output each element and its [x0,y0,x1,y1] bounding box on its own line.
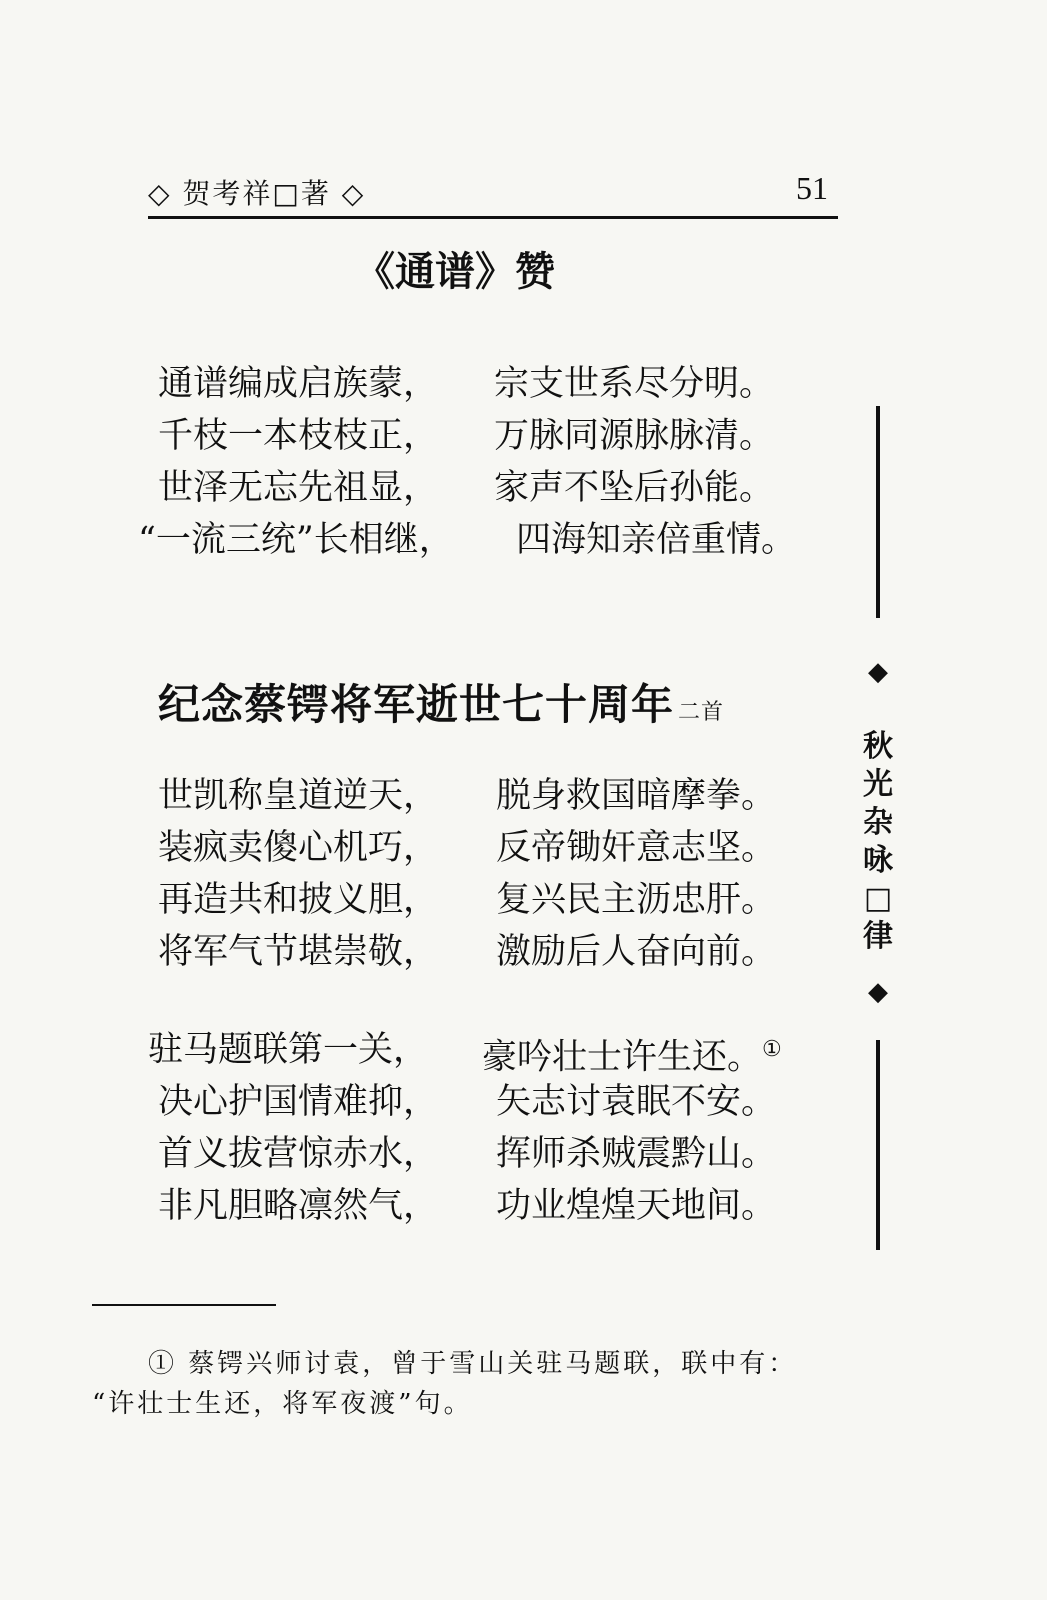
poem-line-left: 将军气节堪崇敬， [158,932,439,972]
poem-line-left: 千枝一本枝枝正， [158,416,439,456]
footnote-reference: ① [762,1037,782,1062]
poem-line-right: 功业煌煌天地间。 [496,1186,777,1226]
side-title-char: 秋 [863,729,893,764]
poem-line-left: 非凡胆略凛然气， [158,1186,439,1226]
poem2-subtitle: 二首 [678,700,725,725]
footnote-line: “许壮士生还，将军夜渡”句。 [92,1389,473,1419]
poem-line-right: 反帝锄奸意志坚。 [496,828,777,868]
poem-line-right: 宗支世系尽分明。 [494,364,775,404]
side-title-char: 杂 [863,805,893,840]
diamond-icon: ◆ [868,977,888,1007]
side-title-char: 光 [863,767,893,802]
poem-line-right: 激励后人奋向前。 [496,932,777,972]
side-rule-bottom [876,1040,880,1250]
side-title-char: 咏 [863,843,893,878]
diamond-icon: ◆ [868,657,888,687]
side-section-title [858,728,898,956]
side-title-char: 律 [863,919,893,954]
poem-line-right [482,1024,782,1084]
poem-line-right: 家声不坠后孙能。 [494,468,775,508]
poem2-title-text: 纪念蔡锷将军逝世七十周年 [158,680,675,729]
running-header [148,170,838,219]
poem1-title: 《通谱》赞 [355,249,555,295]
poem-line-left: 再造共和披义胆， [158,880,439,920]
poem-line-left: 装疯卖傻心机巧， [158,828,439,868]
poem-line-right: 矢志讨袁眠不安。 [496,1082,777,1122]
poem-line-left: 世凯称皇道逆天， [158,776,439,816]
poem-line-right-text: 豪吟壮士许生还。 [482,1037,763,1078]
poem-line-right: 复兴民主沥忠肝。 [496,880,777,920]
poem-line-right: 挥师杀贼震黔山。 [496,1134,777,1174]
poem-line-left: 通谱编成启族蒙， [158,364,439,404]
poem2-title [158,672,724,732]
footnote-line: ① 蔡锷兴师讨袁，曾于雪山关驻马题联，联中有： [148,1349,798,1379]
poem-line-left: 决心护国情难抑， [158,1082,439,1122]
poem-line-left: 驻马题联第一关， [148,1030,429,1070]
poem-line-right: 四海知亲倍重情。 [516,520,797,560]
poem-line-left: “一流三统”长相继， [138,520,454,560]
poem-line-right: 万脉同源脉脉清。 [494,416,775,456]
side-title-char: □ [863,881,893,916]
poem-line-left: 世泽无忘先祖显， [158,468,439,508]
page-number: 51 [796,170,828,206]
footnote-separator [92,1304,276,1306]
footnote [92,1344,852,1424]
poem-line-right: 脱身救国暗摩拳。 [496,776,777,816]
poem-line-left: 首义拔营惊赤水， [158,1134,439,1174]
side-rule-top [876,406,880,618]
header-book-author: ◇ 贺考祥□著 ◇ [148,177,366,210]
